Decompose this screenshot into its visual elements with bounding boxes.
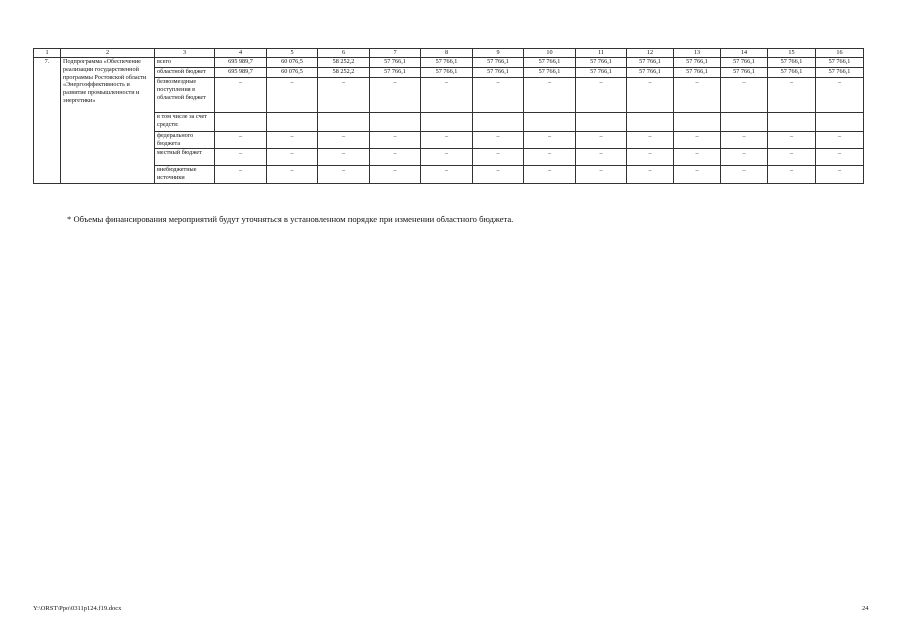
dash-cell — [674, 132, 721, 149]
dash-cell — [318, 149, 370, 166]
dash-mark: – — [599, 79, 603, 86]
dash-cell — [318, 78, 370, 113]
dash-cell — [370, 78, 421, 113]
dash-cell — [421, 132, 473, 149]
dash-cell — [215, 149, 267, 166]
source-label-regional: областной бюджет — [155, 68, 215, 78]
dash-cell — [674, 149, 721, 166]
dash-mark: – — [393, 133, 397, 140]
dash-mark: – — [341, 79, 346, 86]
dash-mark: – — [648, 79, 652, 86]
financing-table — [33, 48, 864, 184]
dash-cell — [267, 78, 318, 113]
column-number: 13 — [674, 49, 721, 58]
source-label-local: местный бюджет — [155, 149, 215, 166]
empty-cell — [318, 113, 370, 132]
dash-cell — [721, 78, 768, 113]
value-cell: 57 766,1 — [768, 58, 816, 68]
value-cell: 57 766,1 — [674, 68, 721, 78]
dash-mark: – — [695, 150, 699, 157]
value-cell: 57 766,1 — [524, 68, 576, 78]
value-cell: 60 076,5 — [267, 58, 318, 68]
dash-cell — [816, 78, 864, 113]
value-cell: 57 766,1 — [721, 58, 768, 68]
dash-mark: – — [444, 167, 449, 174]
dash-cell — [768, 132, 816, 149]
dash-cell — [215, 132, 267, 149]
dash-cell — [421, 78, 473, 113]
dash-cell — [816, 149, 864, 166]
dash-cell — [768, 78, 816, 113]
column-number: 10 — [524, 49, 576, 58]
dash-mark: – — [742, 79, 746, 86]
value-cell: 57 766,1 — [816, 58, 864, 68]
column-number: 9 — [473, 49, 524, 58]
dash-mark: – — [789, 79, 794, 86]
dash-cell — [576, 132, 627, 149]
dash-mark: – — [547, 133, 552, 140]
dash-cell — [576, 166, 627, 184]
table-row-free-receipts — [34, 78, 864, 113]
column-number: 2 — [61, 49, 155, 58]
dash-mark: – — [599, 150, 603, 157]
dash-mark: – — [742, 167, 746, 174]
dash-cell — [370, 132, 421, 149]
dash-mark: – — [290, 167, 294, 174]
dash-mark: – — [789, 133, 794, 140]
empty-cell — [576, 113, 627, 132]
dash-mark: – — [695, 79, 699, 86]
column-number: 6 — [318, 49, 370, 58]
dash-mark: – — [496, 79, 500, 86]
dash-cell — [627, 78, 674, 113]
value-cell: 57 766,1 — [473, 58, 524, 68]
column-number: 14 — [721, 49, 768, 58]
dash-cell — [215, 166, 267, 184]
empty-cell — [421, 113, 473, 132]
dash-cell — [721, 166, 768, 184]
dash-mark: – — [238, 150, 243, 157]
dash-cell — [768, 166, 816, 184]
source-label-federal: федерального бюджета — [155, 132, 215, 149]
dash-cell — [267, 132, 318, 149]
column-number: 5 — [267, 49, 318, 58]
dash-mark: – — [393, 79, 397, 86]
empty-cell — [674, 113, 721, 132]
dash-mark: – — [238, 79, 243, 86]
value-cell: 57 766,1 — [674, 58, 721, 68]
dash-cell — [576, 78, 627, 113]
dash-cell — [473, 78, 524, 113]
dash-mark: – — [290, 150, 294, 157]
dash-mark: – — [393, 167, 397, 174]
dash-cell — [421, 166, 473, 184]
dash-cell — [674, 78, 721, 113]
value-cell: 57 766,1 — [816, 68, 864, 78]
value-cell: 57 766,1 — [473, 68, 524, 78]
dash-mark: – — [547, 150, 552, 157]
value-cell: 57 766,1 — [627, 58, 674, 68]
dash-cell — [627, 166, 674, 184]
empty-cell — [473, 113, 524, 132]
dash-cell — [816, 132, 864, 149]
dash-mark: – — [444, 150, 449, 157]
value-cell: 57 766,1 — [421, 68, 473, 78]
dash-cell — [473, 149, 524, 166]
dash-cell — [524, 132, 576, 149]
dash-mark: – — [341, 150, 346, 157]
dash-cell — [674, 166, 721, 184]
dash-mark: – — [789, 150, 794, 157]
dash-cell — [721, 132, 768, 149]
column-number: 11 — [576, 49, 627, 58]
dash-cell — [267, 166, 318, 184]
table-row-federal — [34, 132, 864, 149]
empty-cell — [721, 113, 768, 132]
dash-mark: – — [599, 133, 603, 140]
column-number: 16 — [816, 49, 864, 58]
dash-mark: – — [742, 133, 746, 140]
source-label-total: всего — [155, 58, 215, 68]
footnote: * Объемы финансирования мероприятий будут уточняться в установленном порядке при изменении областного бюджета. — [67, 214, 514, 224]
empty-cell — [816, 113, 864, 132]
dash-cell — [318, 166, 370, 184]
empty-cell — [267, 113, 318, 132]
value-cell: 60 076,5 — [267, 68, 318, 78]
dash-mark: – — [837, 133, 842, 140]
dash-cell — [768, 149, 816, 166]
value-cell: 58 252,2 — [318, 68, 370, 78]
value-cell: 57 766,1 — [576, 58, 627, 68]
dash-mark: – — [496, 133, 500, 140]
dash-mark: – — [341, 167, 346, 174]
value-cell: 57 766,1 — [627, 68, 674, 78]
dash-cell — [721, 149, 768, 166]
dash-mark: – — [238, 167, 243, 174]
dash-cell — [473, 132, 524, 149]
dash-mark: – — [695, 133, 699, 140]
empty-cell — [215, 113, 267, 132]
table-row-total — [34, 58, 864, 68]
dash-cell — [627, 132, 674, 149]
dash-cell — [524, 166, 576, 184]
value-cell: 58 252,2 — [318, 58, 370, 68]
dash-mark: – — [444, 133, 449, 140]
dash-cell — [318, 132, 370, 149]
page-number: 24 — [862, 605, 869, 612]
dash-cell — [524, 78, 576, 113]
value-cell: 57 766,1 — [721, 68, 768, 78]
column-number: 3 — [155, 49, 215, 58]
table-row-including — [34, 113, 864, 132]
value-cell: 57 766,1 — [768, 68, 816, 78]
dash-mark: – — [496, 150, 500, 157]
dash-mark: – — [547, 79, 552, 86]
value-cell: 57 766,1 — [576, 68, 627, 78]
table-row-local — [34, 149, 864, 166]
value-cell: 695 989,7 — [215, 58, 267, 68]
dash-cell — [524, 149, 576, 166]
column-number: 1 — [34, 49, 61, 58]
value-cell: 695 989,7 — [215, 68, 267, 78]
dash-mark: – — [837, 167, 842, 174]
table-row-regional — [34, 68, 864, 78]
value-cell: 57 766,1 — [524, 58, 576, 68]
source-label-free: безвозмездные поступления в областной бюджет — [155, 78, 215, 113]
dash-cell — [473, 166, 524, 184]
value-cell: 57 766,1 — [421, 58, 473, 68]
column-number: 7 — [370, 49, 421, 58]
column-number-row — [34, 49, 864, 58]
column-number: 12 — [627, 49, 674, 58]
dash-mark: – — [837, 79, 842, 86]
dash-mark: – — [341, 133, 346, 140]
dash-cell — [267, 149, 318, 166]
dash-cell — [215, 78, 267, 113]
column-number: 15 — [768, 49, 816, 58]
dash-mark: – — [648, 150, 652, 157]
empty-cell — [370, 113, 421, 132]
dash-mark: – — [290, 79, 294, 86]
dash-mark: – — [742, 150, 746, 157]
dash-mark: – — [444, 79, 449, 86]
dash-mark: – — [547, 167, 552, 174]
empty-cell — [768, 113, 816, 132]
dash-mark: – — [496, 167, 500, 174]
dash-cell — [627, 149, 674, 166]
dash-cell — [370, 149, 421, 166]
row-index: 7. — [34, 58, 61, 184]
value-cell: 57 766,1 — [370, 58, 421, 68]
dash-mark: – — [648, 133, 652, 140]
dash-mark: – — [648, 167, 652, 174]
source-label-including: в том числе за счет средств: — [155, 113, 215, 132]
empty-cell — [627, 113, 674, 132]
dash-mark: – — [599, 167, 603, 174]
dash-mark: – — [837, 150, 842, 157]
file-path: Y:\ORST\Ppo\0311p124.f19.docx — [33, 605, 122, 612]
column-number: 8 — [421, 49, 473, 58]
dash-mark: – — [238, 133, 243, 140]
dash-cell — [421, 149, 473, 166]
dash-mark: – — [393, 150, 397, 157]
dash-cell — [370, 166, 421, 184]
dash-mark: – — [695, 167, 699, 174]
dash-cell — [816, 166, 864, 184]
empty-cell — [524, 113, 576, 132]
dash-mark: – — [290, 133, 294, 140]
source-label-external: внебюджетные источники — [155, 166, 215, 184]
dash-cell — [576, 149, 627, 166]
column-number: 4 — [215, 49, 267, 58]
subprogram-name: Подпрограмма «Обеспечение реализации государственной программы Ростовской области «Энергоэффективность и развитие промышленности и энергетики» — [61, 58, 155, 184]
dash-mark: – — [789, 167, 794, 174]
value-cell: 57 766,1 — [370, 68, 421, 78]
table-row-external — [34, 166, 864, 184]
